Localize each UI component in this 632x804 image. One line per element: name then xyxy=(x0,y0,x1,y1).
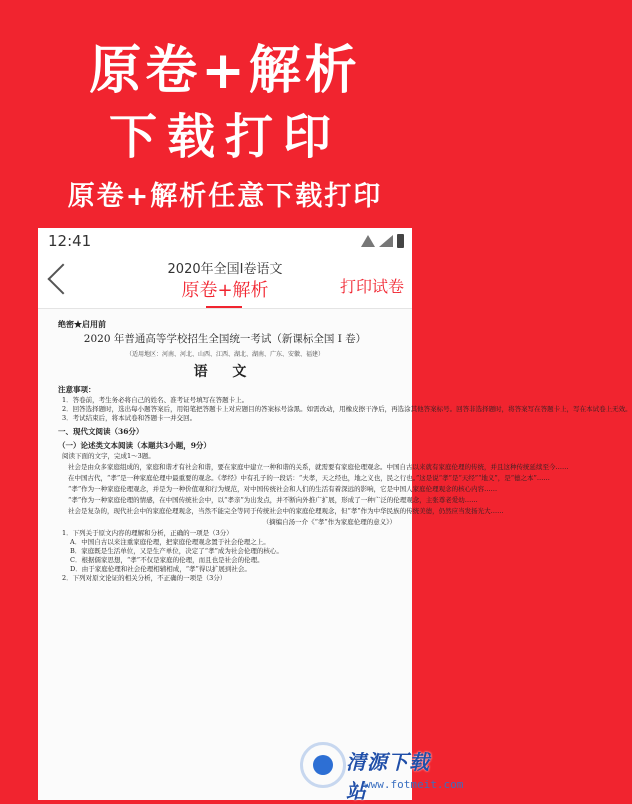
watermark-logo-icon xyxy=(300,742,346,788)
document-title: 2020年全国I卷语文 xyxy=(167,262,283,277)
paper-body xyxy=(58,381,632,583)
watermark-url: www.fotmeit.com xyxy=(364,778,464,791)
question-option: B．家庭既是生活单位，又是生产单位，决定了“孝”成为社会伦理的核心。 xyxy=(70,547,283,555)
promo-banner xyxy=(0,0,450,228)
wifi-icon xyxy=(361,235,375,247)
notice-item: 3．考试结束后，将本试卷和答题卡一并交回。 xyxy=(62,414,197,422)
battery-icon xyxy=(397,234,404,248)
watermark-brand: 清源下载站 xyxy=(346,750,430,803)
promo-headline: 原卷+解析 xyxy=(89,41,361,101)
passage-paragraph: 社会是复杂的，现代社会中的家庭伦理观念，当然不能完全等同于传统社会中的家庭伦理观念，但“孝”作为中华民族的传统美德，仍然应当发扬光大…… xyxy=(68,507,504,515)
tab-original-with-analysis[interactable]: 原卷+解析 xyxy=(181,280,269,301)
question-stem: 2．下列对原文论证的相关分析，不正确的一项是（3分） xyxy=(62,574,227,582)
question-stem: 1．下列关于原文内容的理解和分析，正确的一项是（3分） xyxy=(62,529,233,537)
question-option: C．根据儒家思想，“孝”不仅是家庭的伦理，而且也是社会的伦理。 xyxy=(70,556,264,564)
status-time: 12:41 xyxy=(48,232,92,250)
active-tab-indicator xyxy=(206,306,242,308)
question-option: A．中国自古以来注重家庭伦理，把家庭伦理观念置于社会伦理之上。 xyxy=(70,538,270,546)
paper-title: 2020 年普通高等学校招生全国统一考试（新课标全国 I 卷） xyxy=(83,333,367,345)
site-watermark xyxy=(300,738,464,803)
status-icons xyxy=(361,233,404,249)
notice-heading: 注意事项： xyxy=(58,385,96,394)
passage-paragraph: 社会是由众多家庭组成的，家庭和谐才有社会和谐，要在家庭中建立一种和谐的关系，就需要有家庭伦理观念。中国自古以来就有家庭伦理的传统，并且这种传统延续至今…… xyxy=(68,463,569,471)
paper-scope: （适用地区：河南、河北、山西、江西、湖北、湖南、广东、安徽、福建） xyxy=(125,351,324,358)
print-paper-button[interactable]: 打印试卷 xyxy=(339,277,404,296)
app-bar xyxy=(38,254,412,309)
paper-secret-mark: 绝密★启用前 xyxy=(58,319,106,329)
notice-item: 1．答卷前，考生务必将自己的姓名、准考证号填写在答题卡上。 xyxy=(62,396,249,404)
notice-item: 2．回答选择题时，选出每小题答案后，用铅笔把答题卡上对应题目的答案标号涂黑。如需改动，用橡皮擦干净后，再选涂其他答案标号。回答非选择题时，将答案写在答题卡上，写在本试卷上无效。 xyxy=(62,405,632,413)
passage-paragraph: “孝”作为一种家庭伦理观念，并是为一种价值观和行为规范，对中国传统社会和人们的生活有着深远的影响，它是中国人家庭伦理观念的核心内容…… xyxy=(68,485,498,493)
promo-headline-2: 下载打印 xyxy=(108,109,341,165)
promo-subtitle: 原卷+解析任意下载打印 xyxy=(67,181,383,212)
passage-paragraph: 在中国古代，“孝”是一种家庭伦理中最重要的观念。《孝经》中有孔子的一段话：“夫孝，天之经也，地之义也，民之行也。”这是说“孝”是“天经”“地义”，是“德之本”…… xyxy=(68,474,550,482)
passage-paragraph: “孝”作为一种家庭伦理的情感，在中国传统社会中，以“孝亲”为出发点，并不断向外推广扩展，形成了一种广泛的伦理观念，主张尊老爱幼…… xyxy=(68,496,478,504)
passage-reference: （摘编自汤一介《“孝”作为家庭伦理的意义》） xyxy=(262,518,396,526)
subsection-heading: （一）论述类文本阅读（本题共3小题，9分） xyxy=(58,441,211,450)
question-option: D．由于家庭伦理和社会伦理相辅相成，“孝”得以扩展到社会。 xyxy=(70,565,251,573)
status-bar xyxy=(38,228,412,254)
reading-instruction: 阅读下面的文字，完成1～3题。 xyxy=(62,452,155,460)
paper-subject: 语 文 xyxy=(193,364,257,380)
section-heading: 一、现代文阅读（36分） xyxy=(58,427,144,436)
signal-icon xyxy=(379,235,393,247)
